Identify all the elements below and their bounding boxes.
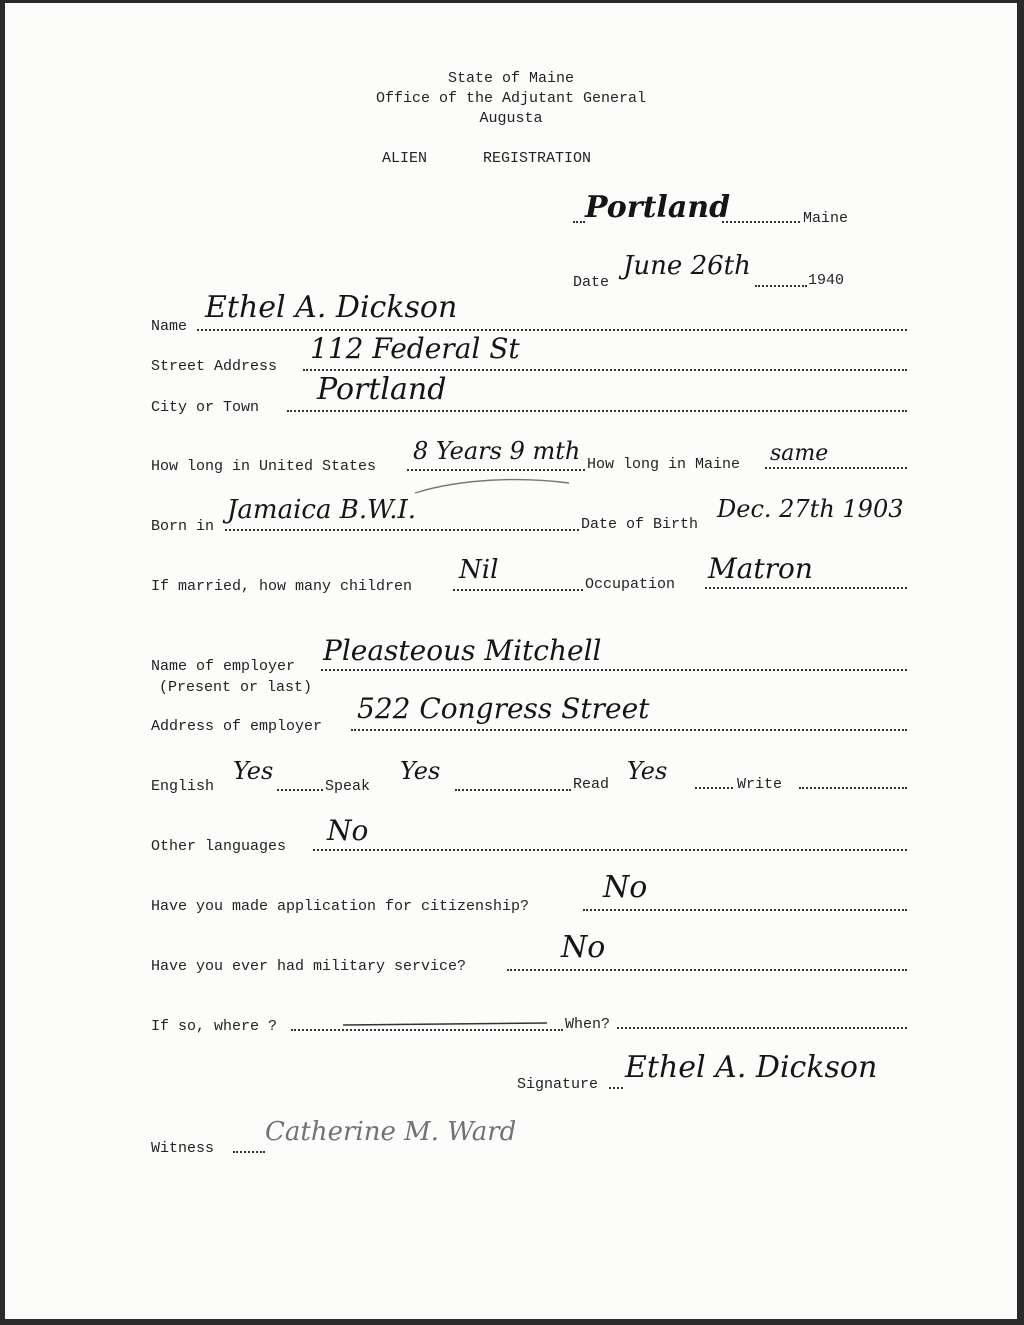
employer-address-value: 522 Congress Street	[357, 692, 650, 725]
how-long-maine-dots	[765, 467, 907, 469]
place-leader-dots	[573, 221, 585, 223]
occupation-value: Matron	[708, 552, 813, 585]
how-long-us-value: 8 Years 9 mth	[413, 437, 581, 465]
date-dots	[755, 285, 807, 287]
read-dots	[695, 787, 733, 789]
how-long-maine-label: How long in Maine	[587, 456, 741, 473]
occupation-label: Occupation	[585, 576, 676, 593]
date-value: June 26th	[623, 251, 751, 281]
english-dots	[277, 789, 323, 791]
speak-dots	[455, 789, 571, 791]
other-languages-dots	[313, 849, 907, 851]
military-dots	[507, 969, 907, 971]
signature-dots	[609, 1087, 623, 1089]
employer-label: Name of employer	[151, 658, 296, 675]
registration-form	[5, 3, 1017, 1319]
children-label: If married, how many children	[151, 578, 413, 595]
form-title-alien: ALIEN	[382, 150, 428, 167]
employer-dots	[321, 669, 907, 671]
where-dash-stroke	[341, 1019, 551, 1029]
dob-label: Date of Birth	[581, 516, 699, 533]
english-value: Yes	[233, 757, 274, 785]
how-long-maine-value: same	[770, 441, 829, 466]
place-value: Portland	[585, 190, 731, 225]
military-value: No	[561, 930, 606, 965]
header-city: Augusta	[479, 110, 543, 127]
occupation-dots	[705, 587, 907, 589]
underline-stroke	[413, 473, 573, 503]
born-in-value: Jamaica B.W.I.	[227, 495, 417, 525]
read-label: Read	[573, 776, 610, 793]
where-dots	[291, 1029, 563, 1031]
date-label: Date	[573, 274, 610, 291]
form-title-registration: REGISTRATION	[483, 150, 592, 167]
name-value: Ethel A. Dickson	[205, 290, 458, 325]
employer-address-label: Address of employer	[151, 718, 323, 735]
citizenship-dots	[583, 909, 907, 911]
citizenship-label: Have you made application for citizenship?	[151, 898, 530, 915]
when-label: When?	[565, 1016, 611, 1033]
employer-sublabel: (Present or last)	[159, 679, 313, 696]
employer-value: Pleasteous Mitchell	[323, 634, 602, 667]
speak-value: Yes	[400, 757, 441, 785]
city-label: City or Town	[151, 399, 260, 416]
header-office: Office of the Adjutant General	[375, 90, 647, 107]
read-value: Yes	[627, 757, 668, 785]
date-year: 1940	[808, 272, 845, 289]
military-label: Have you ever had military service?	[151, 958, 467, 975]
where-label: If so, where ?	[151, 1018, 278, 1035]
street-dots	[303, 369, 907, 371]
street-label: Street Address	[151, 358, 278, 375]
speak-label: Speak	[325, 778, 371, 795]
place-suffix: Maine	[803, 210, 849, 227]
when-dots	[617, 1027, 907, 1029]
name-label: Name	[151, 318, 188, 335]
children-value: Nil	[459, 555, 499, 585]
dob-value: Dec. 27th 1903	[717, 495, 904, 523]
english-label: English	[151, 778, 215, 795]
witness-value: Catherine M. Ward	[265, 1117, 517, 1147]
signature-label: Signature	[517, 1076, 599, 1093]
city-value: Portland	[317, 372, 447, 407]
name-dots	[197, 329, 907, 331]
write-dots	[799, 787, 907, 789]
other-languages-value: No	[327, 814, 369, 847]
other-languages-label: Other languages	[151, 838, 287, 855]
employer-address-dots	[351, 729, 907, 731]
how-long-us-dots	[407, 469, 585, 471]
place-dots	[722, 221, 800, 223]
how-long-us-label: How long in United States	[151, 458, 377, 475]
children-dots	[453, 589, 583, 591]
born-in-dots	[225, 529, 579, 531]
witness-label: Witness	[151, 1140, 215, 1157]
citizenship-value: No	[603, 870, 648, 905]
signature-value: Ethel A. Dickson	[625, 1050, 878, 1085]
witness-dots	[233, 1151, 265, 1153]
header-state: State of Maine	[447, 70, 575, 87]
city-dots	[287, 410, 907, 412]
born-in-label: Born in	[151, 518, 215, 535]
write-label: Write	[737, 776, 783, 793]
street-value: 112 Federal St	[310, 332, 520, 365]
